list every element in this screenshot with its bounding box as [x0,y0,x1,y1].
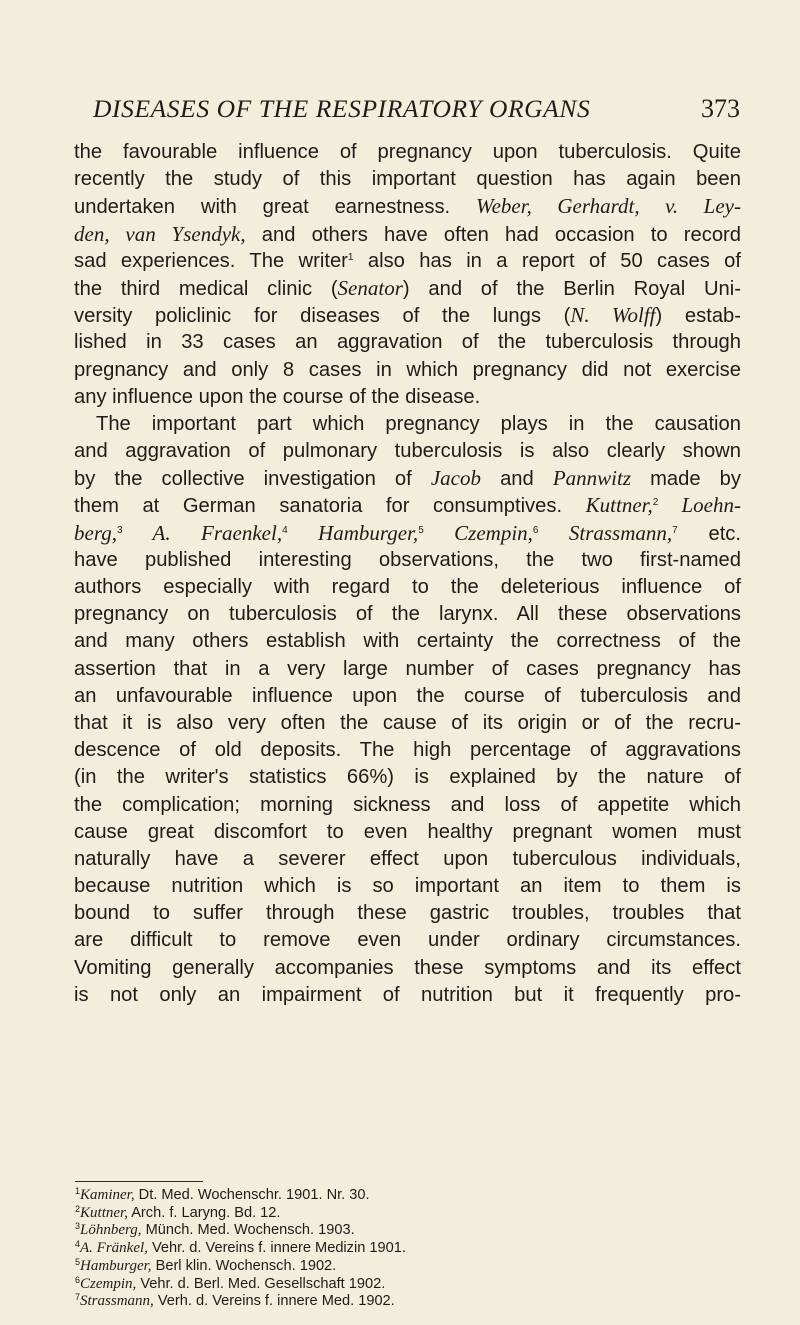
italic-text: Senator [337,275,403,300]
footnote-reference: Münch. Med. Wochensch. 1903. [141,1222,355,1239]
text-line [74,792,741,819]
footnote [75,1205,635,1223]
footnote-marker: 7 [672,524,678,536]
footnote-reference: Vehr. d. Vereins f. innere Medizin 1901. [147,1240,406,1257]
footnote-author: A. Fränkel, [80,1240,148,1257]
text-line [74,955,741,982]
text-run: ) estab- [655,305,742,328]
text-line [74,384,741,411]
footnote-marker: 6 [532,524,539,536]
footnote [75,1258,635,1276]
footnote-reference: Dt. Med. Wochenschr. 1901. Nr. 30. [134,1187,370,1203]
italic-text: Jacob [430,466,481,491]
text-line [74,275,741,302]
text-run: ) and of the Berlin Royal Uni- [402,277,741,300]
page-number: 373 [701,94,740,123]
text-run: the favourable influence of pregnancy upon tuberculosis. Quite [74,141,741,163]
text-line [74,329,741,356]
italic-text: Hamburger, [287,520,419,545]
footnote [75,1187,635,1205]
text-run: naturally have a severer effect upon tuberculous individuals, [74,847,741,870]
footnote-marker: 4 [282,524,288,536]
text-run: sad experiences. The writer [74,249,348,272]
text-run: is not only an impairment of nutrition but it frequently pro- [74,983,741,1006]
text-run: (in the writer's statistics 66%) is explained by the nature of [74,766,741,789]
text-line [74,221,741,248]
text-run: that it is also very often the cause of its origin or of the recru- [74,711,741,734]
footnote-reference: Verh. d. Vereins f. innere Med. 1902. [153,1293,395,1310]
body-text [74,139,741,1009]
footnote-marker: 5 [418,524,424,536]
footnote-reference: Berl klin. Wochensch. 1902. [151,1257,337,1274]
text-line [74,628,741,655]
footnote-author: Hamburger, [80,1257,152,1274]
italic-text: Kuttner, [585,493,653,518]
footnote-number: 7 [75,1292,81,1303]
footnote-author: Löhnberg, [80,1222,142,1239]
text-run: etc. [677,522,741,545]
text-line [74,764,741,791]
text-line [74,737,741,764]
footnote-author: Czempin, [80,1275,137,1292]
text-line [74,302,741,329]
footnote-number: 2 [75,1203,81,1214]
text-line [74,492,741,519]
footnotes [75,1187,635,1311]
footnote-number: 1 [75,1186,81,1196]
text-line [74,900,741,927]
text-line [74,139,741,166]
running-head-title: DISEASES OF THE RESPIRATORY ORGANS [93,94,591,123]
text-run: and [481,468,553,491]
text-run: the complication; morning sickness and loss of appetite which [74,793,741,816]
text-line [74,248,741,275]
italic-text: Loehn- [658,493,741,518]
text-line [74,193,741,220]
footnote-number: 5 [75,1256,81,1267]
text-line [74,819,741,846]
italic-text: A. Fraenkel, [122,520,283,545]
footnote-author: Kaminer, [80,1187,135,1203]
text-run: the third medical clinic ( [74,277,338,300]
footnote-rule [75,1181,203,1182]
running-head [75,94,740,126]
text-run: recently the study of this important question has again been [74,168,741,191]
footnote-number: 4 [75,1239,81,1250]
text-line [74,927,741,954]
text-line [74,574,741,601]
text-run: Vomiting generally accompanies these symptoms and its effect [74,956,741,979]
text-run: authors especially with regard to the deleterious influence of [74,576,741,598]
text-line [74,846,741,873]
text-line [74,656,741,683]
text-line [74,683,741,710]
footnote-author: Kuttner, [80,1204,128,1221]
text-line [74,465,741,492]
footnote-author: Strassmann, [80,1293,154,1310]
text-line [74,166,741,193]
text-line [74,601,741,628]
text-run: by the collective investigation of [74,468,431,491]
text-line [74,357,741,384]
footnote [75,1293,635,1311]
italic-text: berg, [74,520,117,545]
text-run: and others have often had occasion to record [245,223,741,246]
text-run: made by [631,468,741,491]
footnote-reference: Vehr. d. Berl. Med. Gesellschaft 1902. [136,1275,386,1292]
footnote-reference: Arch. f. Laryng. Bd. 12. [127,1204,281,1221]
text-line [74,411,741,438]
text-run: undertaken with great earnestness. [74,196,477,219]
italic-text: N. Wolff [570,303,656,328]
text-run: cause great discomfort to even healthy pregnant women must [74,820,741,843]
italic-text: Strassmann, [538,520,673,545]
footnote-marker: 3 [116,524,123,536]
text-line [74,873,741,900]
footnote-number: 3 [75,1221,81,1232]
text-run: bound to suffer through these gastric troubles, troubles that [74,902,741,925]
text-run: any influence upon the course of the disease. [74,385,481,408]
footnote [75,1240,635,1258]
text-run: assertion that in a very large number of cases pregnancy has [74,657,741,680]
text-run: The important part which pregnancy plays in the causation [96,412,741,435]
footnote-number: 6 [75,1274,81,1285]
text-run: lished in 33 cases an aggravation of the tuberculosis through [74,331,741,354]
text-line [74,982,741,1009]
text-run: and aggravation of pulmonary tuberculosis is also clearly shown [74,440,741,463]
text-run: an unfavourable influence upon the course of tuberculosis and [74,684,741,707]
text-line [74,710,741,737]
text-line [74,547,741,574]
italic-text: Czempin, [423,520,533,545]
footnote [75,1276,635,1294]
text-line [74,520,741,547]
text-run: pregnancy and only 8 cases in which pregnancy did not exercise [74,358,741,381]
text-run: are difficult to remove even under ordinary circumstances. [74,929,741,952]
text-run: pregnancy on tuberculosis of the larynx. All these observations [74,603,741,626]
footnote-marker: 1 [347,251,354,263]
text-run: descence of old deposits. The high percentage of aggravations [74,739,741,762]
text-run: have published interesting observations, the two first-named [74,548,741,571]
footnote [75,1222,635,1240]
italic-text: Pannwitz [552,466,632,491]
text-run: also has in a report of 50 cases of [353,249,741,272]
text-run: because nutrition which is so important an item to them is [74,875,741,898]
italic-text: den, van Ysendyk, [74,221,246,246]
text-run: and many others establish with certainty the correctness of the [74,630,741,653]
footnote-marker: 2 [652,497,659,509]
text-run: versity policlinic for diseases of the lungs ( [74,305,571,328]
text-line [74,438,741,465]
text-run: them at German sanatoria for consumptives. [74,495,586,518]
italic-text: Weber, Gerhardt, v. Ley- [476,194,741,219]
